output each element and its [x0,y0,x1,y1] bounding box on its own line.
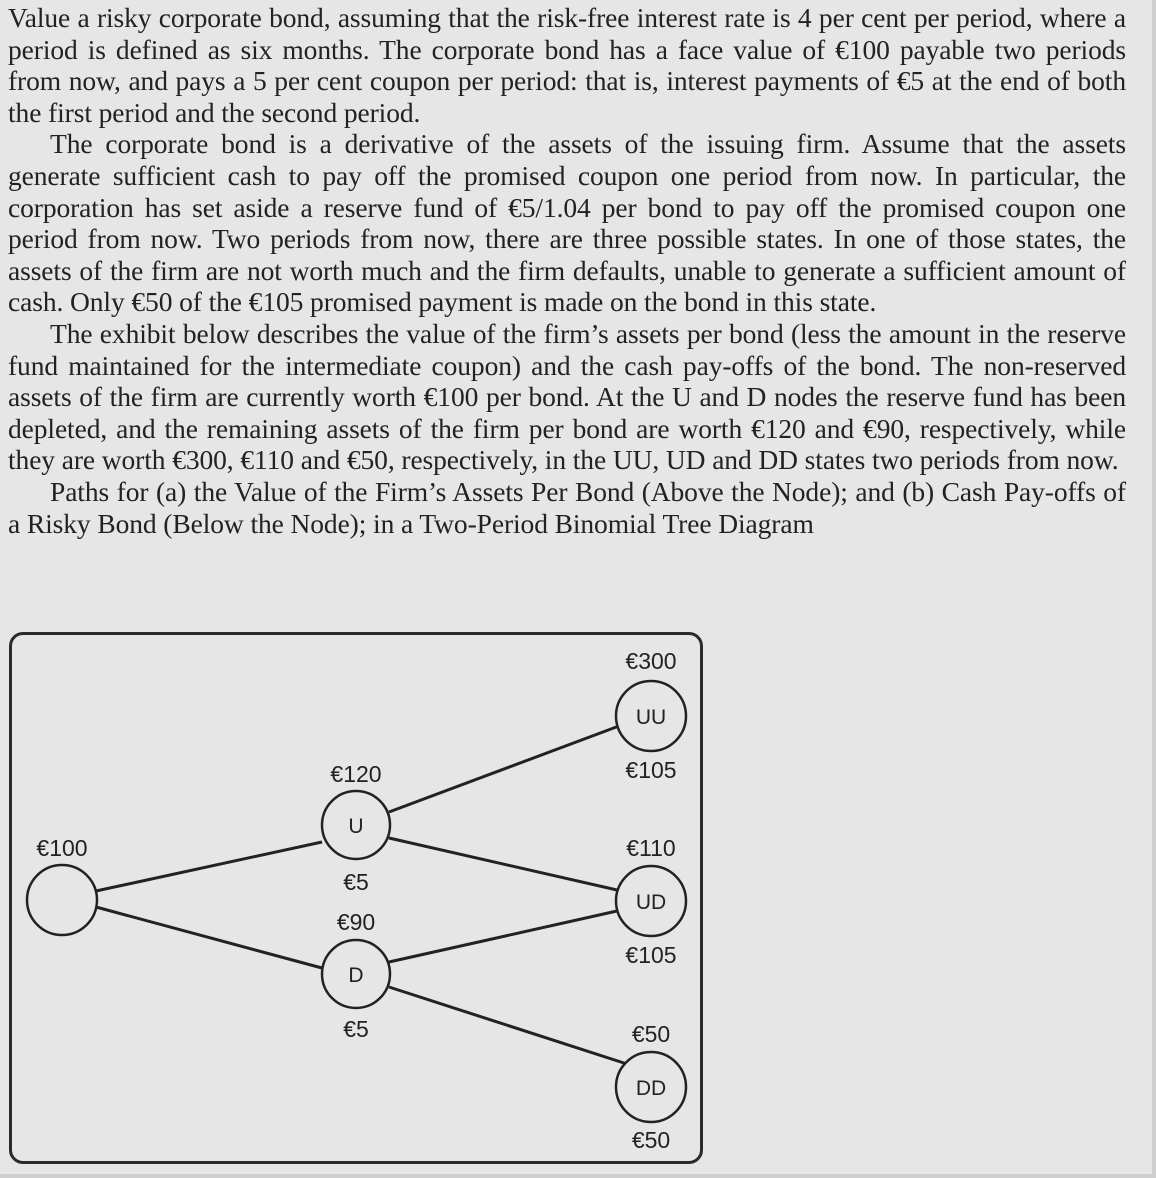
dd-bond-payoff: €50 [631,1127,671,1153]
edge-u-to-ud [389,838,617,890]
paragraph-3: The exhibit below describes the value of the firm’s assets per bond (less the amount in the reserve fund maintained for the intermediate coupon) and the cash pay-offs of the bond. The non-reserved assets of the firm are currently worth €100 per bond. At the U and D nodes the reserve fund has been depleted, and the remaining assets of the firm per bond are worth €120 and €90, respectively, while they are worth €300, €110 and €50, respectively, in the UU, UD and DD states two periods from now. [8,317,1126,476]
d-bond-payoff: €5 [343,1016,369,1042]
u-asset-value: €120 [330,761,382,787]
uu-asset-value: €300 [625,648,677,674]
ud-bond-payoff: €105 [625,942,677,968]
node-u-label: U [348,815,364,838]
root-asset-value: €100 [36,835,88,861]
uu-bond-payoff: €105 [625,757,677,783]
binomial-tree-diagram [9,632,709,1172]
d-asset-value: €90 [336,909,376,935]
edge-u-to-uu [389,726,619,812]
node-ud-label: UD [635,891,667,914]
edge-root-to-d [96,907,322,968]
edge-d-to-dd [389,987,627,1064]
edge-d-to-ud [389,911,617,962]
ud-asset-value: €110 [626,835,676,861]
edge-root-to-u [96,842,322,891]
exhibit-caption: Paths for (a) the Value of the Firm’s Assets Per Bond (Above the Node); and (b) Cash Pay-offs of a Risky Bond (Below the Node); in a Two-Period Binomial Tree Diagram [8,475,1126,539]
dd-asset-value: €50 [631,1021,671,1047]
page-edge-bottom [0,1174,1156,1178]
problem-text [8,2,1126,539]
paragraph-2: The corporate bond is a derivative of the assets of the issuing firm. Assume that the assets generate sufficient cash to pay off the promised coupon one period from now. In particular, the corporation has set aside a reserve fund of €5/1.04 per bond to pay off the promised coupon one period from now. Two periods from now, there are three possible states. In one of those states, the assets of the firm are not worth much and the firm defaults, unable to generate a sufficient amount of cash. Only €50 of the €105 promised payment is made on the bond in this state. [8,128,1126,318]
node-root [27,865,97,935]
node-uu-label: UU [635,706,667,729]
node-dd-label: DD [635,1077,667,1100]
paragraph-1: Value a risky corporate bond, assuming that the risk-free interest rate is 4 per cent per period, where a period is defined as six months. The corporate bond has a face value of €100 payable two periods from now, and pays a 5 per cent coupon per period: that is, interest payments of €5 at the end of both the first period and the second period. [8,2,1126,128]
node-d-label: D [348,964,364,987]
u-bond-payoff: €5 [343,869,369,895]
page-edge-right [1152,0,1156,1178]
